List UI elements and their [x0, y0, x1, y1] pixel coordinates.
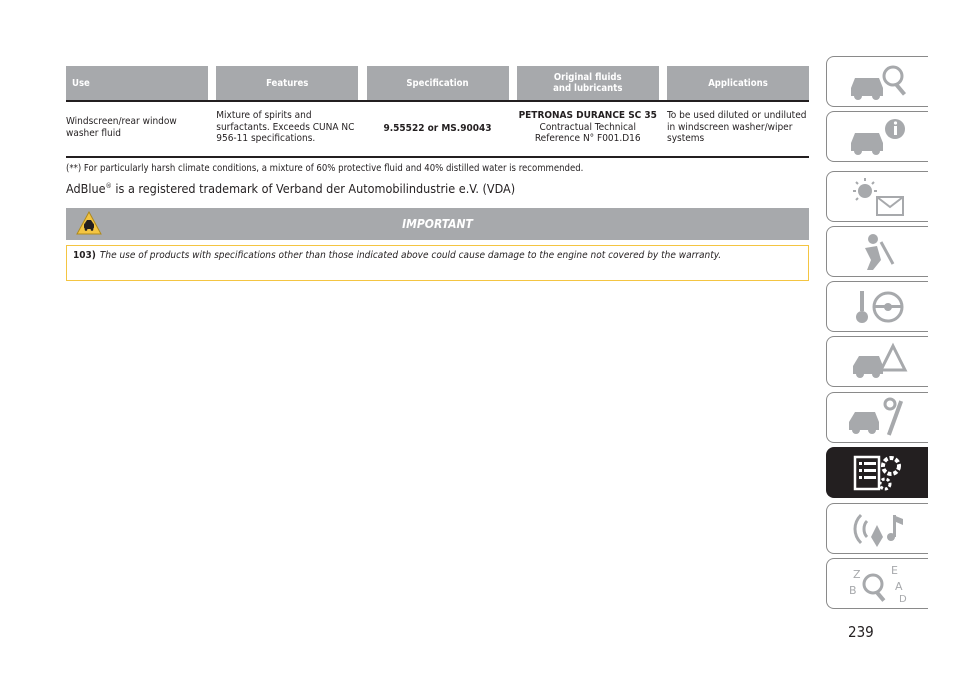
- steering-wheel-key-icon: [843, 285, 913, 329]
- cell-original-fluids: [517, 102, 659, 145]
- important-box: [66, 245, 809, 281]
- svg-text:A: A: [894, 579, 903, 593]
- alphabetical-index-icon: [843, 562, 913, 606]
- tab-index[interactable]: [826, 558, 928, 609]
- cell-specification: 9.55522 or MS.90043: [383, 123, 492, 135]
- table-row: [66, 102, 809, 158]
- table-header: [66, 66, 809, 102]
- footnote: (**) For particularly harsh climate conditions, a mixture of 60% protective fluid and 40% distilled water is recommended.: [66, 163, 584, 174]
- warning-car-icon: [76, 211, 102, 235]
- airbag-seatbelt-icon: [843, 230, 913, 274]
- multimedia-icon: [843, 507, 913, 551]
- svg-text:D: D: [898, 593, 907, 605]
- cell-use: Windscreen/rear window washer fluid: [66, 116, 177, 139]
- tab-technical-specs[interactable]: [826, 447, 928, 498]
- car-info-icon: [843, 115, 913, 159]
- svg-text:B: B: [848, 583, 857, 597]
- important-text: The use of products with specifications other than those indicated above could cause damage to the engine not covered by the warranty.: [99, 250, 722, 261]
- tab-multimedia[interactable]: [826, 503, 928, 554]
- car-warning-triangle-icon: [843, 340, 913, 384]
- page-number: 239: [848, 623, 874, 641]
- car-wrench-icon: [843, 396, 913, 440]
- header-specification: Specification: [367, 66, 509, 100]
- cell-features: Mixture of spirits and surfactants. Exceeds CUNA NC 956-11 specifications.: [216, 110, 355, 144]
- header-original-fluids: Original fluids and lubricants: [517, 66, 659, 100]
- important-header: [66, 208, 809, 240]
- car-magnifier-icon: [843, 60, 913, 104]
- header-features: Features: [216, 66, 358, 100]
- header-use: Use: [66, 66, 208, 100]
- important-title: IMPORTANT: [402, 217, 473, 231]
- cell-applications: To be used diluted or undiluted in windscreen washer/wiper systems: [667, 110, 807, 144]
- tab-car-info[interactable]: [826, 111, 928, 162]
- tab-servicing[interactable]: [826, 392, 928, 443]
- tab-warning-lights[interactable]: [826, 171, 928, 222]
- warning-light-message-icon: [843, 175, 913, 219]
- tab-starting-driving[interactable]: [826, 281, 928, 332]
- fluid-name: PETRONAS DURANCE SC 35: [518, 110, 657, 121]
- header-applications: Applications: [667, 66, 809, 100]
- trademark-notice: AdBlue® is a registered trademark of Verband der Automobilindustrie e.V. (VDA): [66, 181, 516, 196]
- fluid-reference: Contractual Technical Reference N° F001.D16: [534, 121, 641, 144]
- tab-safety[interactable]: [826, 226, 928, 277]
- tab-emergency[interactable]: [826, 336, 928, 387]
- fluids-table: [66, 66, 809, 158]
- specs-gear-icon: [843, 451, 913, 495]
- svg-text:Z: Z: [852, 567, 861, 581]
- tab-car-magnifier[interactable]: [826, 56, 928, 107]
- important-number: 103): [73, 250, 96, 261]
- svg-text:E: E: [890, 563, 898, 577]
